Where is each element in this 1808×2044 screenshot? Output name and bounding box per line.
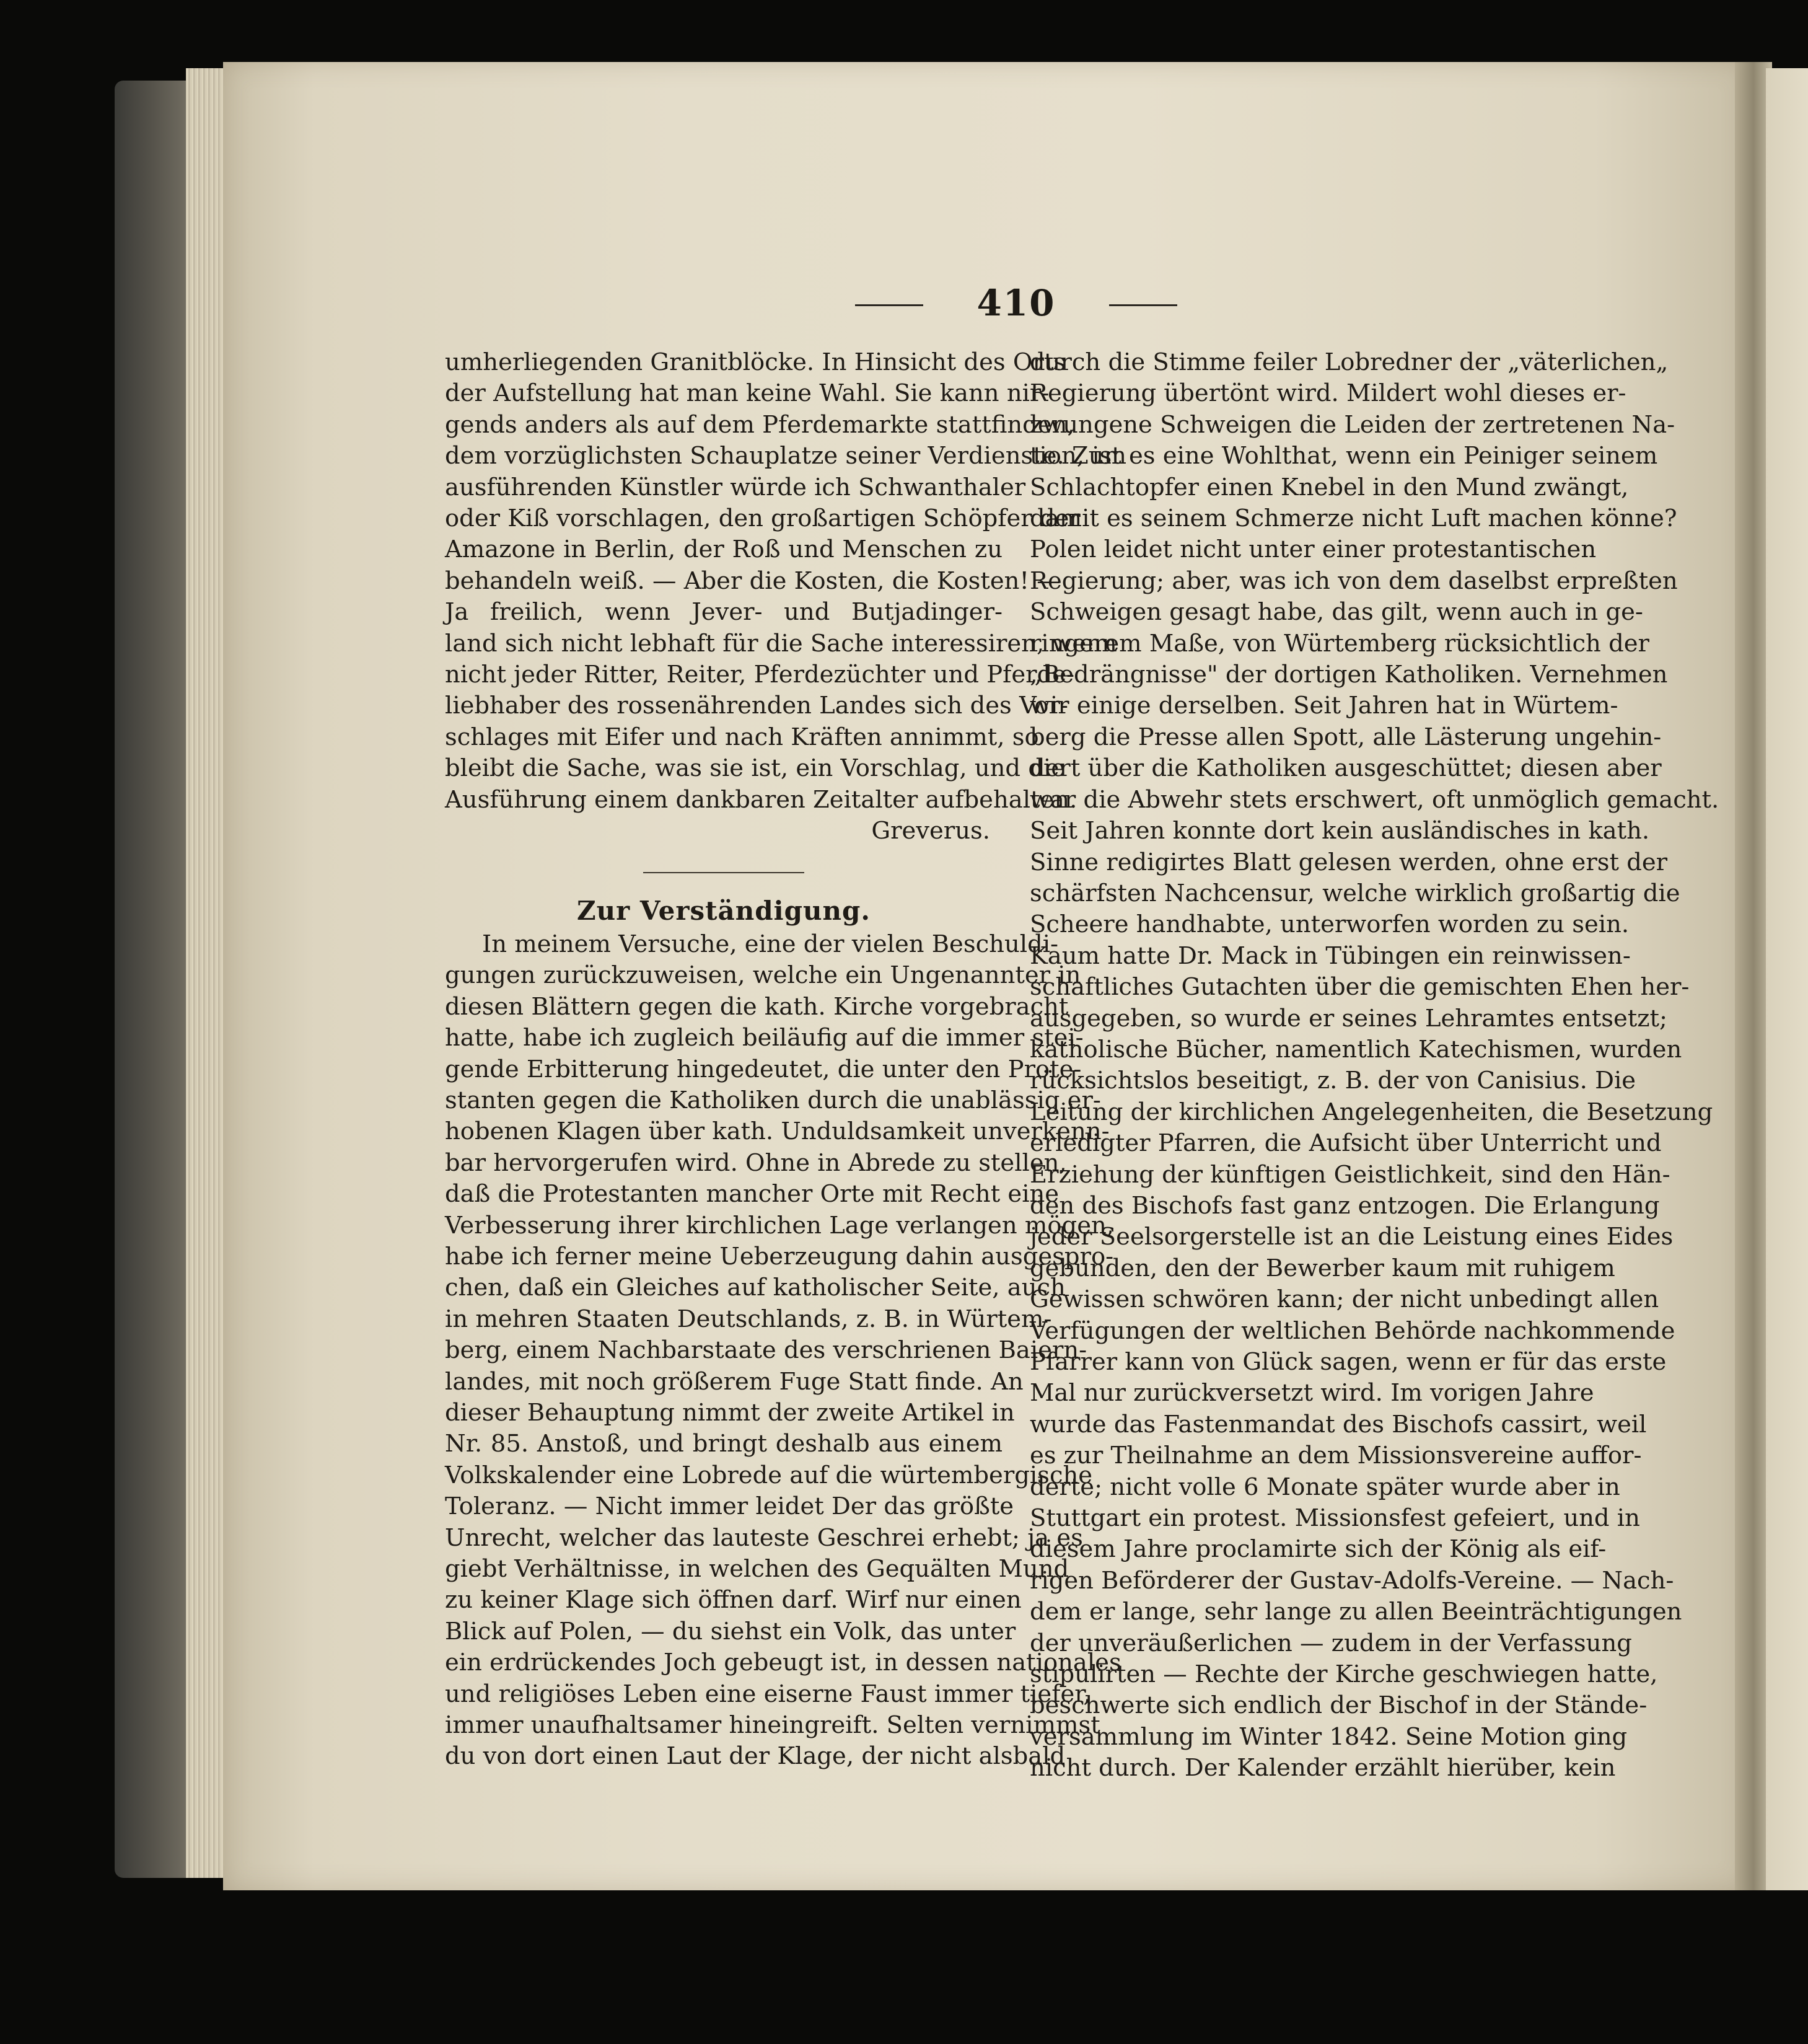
author-signature: Greverus. xyxy=(871,817,990,845)
text-line: dieser Behauptung nimmt der zweite Artikel in xyxy=(445,1399,1015,1427)
text-line: katholische Bücher, namentlich Katechismen, wurden xyxy=(1030,1035,1682,1064)
text-line: immer unaufhaltsamer hineingreift. Selten vernimmst xyxy=(445,1711,1100,1740)
text-line: stipulirten — Rechte der Kirche geschwiegen hatte, xyxy=(1030,1660,1658,1689)
text-line: Stuttgart ein protest. Missionsfest gefeiert, und in xyxy=(1030,1504,1640,1533)
text-line: Kaum hatte Dr. Mack in Tübingen ein reinwissen- xyxy=(1030,941,1631,970)
text-line: Seit Jahren konnte dort kein ausländisches in kath. xyxy=(1030,817,1650,845)
text-line: war die Abwehr stets erschwert, oft unmöglich gemacht. xyxy=(1030,785,1719,814)
text-line: berg die Presse allen Spott, alle Lästerung ungehin- xyxy=(1030,723,1662,751)
article-body xyxy=(445,929,1121,1773)
text-line: gende Erbitterung hingedeutet, die unter den Prote- xyxy=(445,1055,1082,1083)
right-column xyxy=(1030,347,1719,1784)
text-line: Regierung; aber, was ich von dem daselbst erpreßten xyxy=(1030,566,1678,595)
text-line: bleibt die Sache, was sie ist, ein Vorschlag, und die xyxy=(445,754,1066,783)
text-line: nicht durch. Der Kalender erzählt hierüber, kein xyxy=(1030,1754,1616,1782)
header-rule-right xyxy=(1109,304,1177,306)
text-line: diesem Jahre proclamirte sich der König als eif- xyxy=(1030,1535,1607,1564)
text-line: ausführenden Künstler würde ich Schwanthaler xyxy=(445,473,1026,501)
text-line: umherliegenden Granitblöcke. In Hinsicht des Orts xyxy=(445,348,1066,376)
text-line: schlages mit Eifer und nach Kräften annimmt, so xyxy=(445,723,1039,751)
text-line: Blick auf Polen, — du siehst ein Volk, das unter xyxy=(445,1617,1016,1645)
text-line: rigen Beförderer der Gustav-Adolfs-Vereine. — Nach- xyxy=(1030,1566,1674,1595)
text-line: nicht jeder Ritter, Reiter, Pferdezüchter und Pferde- xyxy=(445,661,1075,689)
text-line: Amazone in Berlin, der Roß und Menschen zu xyxy=(445,535,1003,564)
text-line: dem vorzüglichsten Schauplatze seiner Verdienste. Zum xyxy=(445,442,1127,470)
text-line: rücksichtslos beseitigt, z. B. der von Canisius. Die xyxy=(1030,1067,1636,1095)
text-line: Toleranz. — Nicht immer leidet Der das größte xyxy=(445,1492,1014,1521)
text-line: chen, daß ein Gleiches auf katholischer Seite, auch xyxy=(445,1274,1066,1302)
section-title: Zur Verständigung. xyxy=(576,895,871,926)
text-line: bar hervorgerufen wird. Ohne in Abrede zu stellen, xyxy=(445,1148,1067,1177)
text-line: daß die Protestanten mancher Orte mit Recht eine xyxy=(445,1180,1060,1209)
text-line: ausgegeben, so wurde er seines Lehramtes entsetzt; xyxy=(1030,1004,1667,1033)
text-line: Erziehung der künftigen Geistlichkeit, sind den Hän- xyxy=(1030,1160,1670,1189)
left-column xyxy=(445,347,1127,1773)
text-line: Pfarrer kann von Glück sagen, wenn er für das erste xyxy=(1030,1348,1667,1376)
text-line: jeder Seelsorgerstelle ist an die Leistung eines Eides xyxy=(1030,1223,1674,1251)
text-line: landes, mit noch größerem Fuge Statt finde. An xyxy=(445,1367,1024,1396)
text-line: der Aufstellung hat man keine Wahl. Sie kann nir- xyxy=(445,379,1050,408)
page-number: 410 xyxy=(976,282,1056,324)
text-line: Verfügungen der weltlichen Behörde nachkommende xyxy=(1030,1316,1675,1345)
text-line: hobenen Klagen über kath. Unduldsamkeit unverkenn- xyxy=(445,1117,1110,1146)
text-line: Ausführung einem dankbaren Zeitalter aufbehalten. xyxy=(445,785,1077,814)
text-line: damit es seinem Schmerze nicht Luft machen könne? xyxy=(1030,504,1677,533)
text-line: ein erdrückendes Joch gebeugt ist, in dessen nationales xyxy=(445,1649,1121,1677)
text-line: „Bedrängnisse" der dortigen Katholiken. Vernehmen xyxy=(1030,661,1668,689)
text-line: schaftliches Gutachten über die gemischten Ehen her- xyxy=(1030,973,1690,1002)
text-line: Scheere handhabte, unterworfen worden zu sein. xyxy=(1030,910,1630,939)
article-body-continued xyxy=(1030,347,1719,1784)
text-line: giebt Verhältnisse, in welchen des Gequälten Mund xyxy=(445,1555,1069,1584)
section-divider xyxy=(643,872,804,873)
text-line: oder Kiß vorschlagen, den großartigen Schöpfer der xyxy=(445,504,1081,533)
text-line: Verbesserung ihrer kirchlichen Lage verlangen mögen, xyxy=(445,1211,1115,1240)
text-line: wir einige derselben. Seit Jahren hat in Würtem- xyxy=(1030,692,1618,720)
text-line: dert über die Katholiken ausgeschüttet; diesen aber xyxy=(1030,754,1662,783)
text-line: versammlung im Winter 1842. Seine Motion ging xyxy=(1030,1722,1628,1751)
text-line: Unrecht, welcher das lauteste Geschrei erhebt; ja es xyxy=(445,1523,1083,1552)
text-line: zwungene Schweigen die Leiden der zertretenen Na- xyxy=(1030,410,1675,439)
text-line: hatte, habe ich zugleich beiläufig auf die immer stei- xyxy=(445,1024,1084,1052)
text-line: wurde das Fastenmandat des Bischofs cassirt, weil xyxy=(1030,1410,1647,1438)
text-line: Nr. 85. Anstoß, und bringt deshalb aus einem xyxy=(445,1430,1003,1458)
text-line: ringerem Maße, von Würtemberg rücksichtlich der xyxy=(1030,629,1649,658)
text-line: der unveräußerlichen — zudem in der Verfassung xyxy=(1030,1629,1632,1657)
text-line: und religiöses Leben eine eiserne Faust immer tiefer, xyxy=(445,1680,1091,1708)
text-line: schärfsten Nachcensur, welche wirklich großartig die xyxy=(1030,879,1680,907)
text-line: stanten gegen die Katholiken durch die unablässig er- xyxy=(445,1086,1101,1114)
text-line: den des Bischofs fast ganz entzogen. Die Erlangung xyxy=(1030,1191,1660,1220)
text-line: berg, einem Nachbarstaate des verschrienen Baiern- xyxy=(445,1336,1087,1365)
article-ending xyxy=(445,347,1127,816)
text-line: Schlachtopfer einen Knebel in den Mund zwängt, xyxy=(1030,473,1629,501)
text-line: erledigter Pfarren, die Aufsicht über Unterricht und xyxy=(1030,1129,1662,1158)
text-line: In meinem Versuche, eine der vielen Beschuldi- xyxy=(482,930,1059,958)
text-line: land sich nicht lebhaft für die Sache interessiren, wenn xyxy=(445,629,1117,658)
text-line: durch die Stimme feiler Lobredner der „väterlichen„ xyxy=(1030,348,1669,376)
text-line: Gewissen schwören kann; der nicht unbedingt allen xyxy=(1030,1285,1659,1314)
text-line: tion, ist es eine Wohlthat, wenn ein Peiniger seinem xyxy=(1030,442,1658,470)
text-line: Schweigen gesagt habe, das gilt, wenn auch in ge- xyxy=(1030,598,1643,627)
text-line: es zur Theilnahme an dem Missionsvereine auffor- xyxy=(1030,1442,1642,1470)
text-line: gebunden, den der Bewerber kaum mit ruhigem xyxy=(1030,1254,1615,1282)
text-line: Mal nur zurückversetzt wird. Im vorigen Jahre xyxy=(1030,1379,1594,1407)
text-line: diesen Blättern gegen die kath. Kirche vorgebracht xyxy=(445,992,1069,1021)
text-line: habe ich ferner meine Ueberzeugung dahin ausgespro- xyxy=(445,1242,1114,1271)
text-line: gends anders als auf dem Pferdemarkte stattfinden, xyxy=(445,410,1075,439)
text-line: du von dort einen Laut der Klage, der nicht alsbald xyxy=(445,1742,1066,1771)
text-line: behandeln weiß. — Aber die Kosten, die Kosten! — xyxy=(445,566,1061,595)
text-line: Ja freilich, wenn Jever- und Butjadinger- xyxy=(445,598,1003,627)
text-line: dem er lange, sehr lange zu allen Beeinträchtigungen xyxy=(1030,1598,1682,1626)
text-line: Regierung übertönt wird. Mildert wohl dieses er- xyxy=(1030,379,1626,408)
text-line: zu keiner Klage sich öffnen darf. Wirf nur einen xyxy=(445,1586,1022,1614)
facing-page-edge xyxy=(1766,68,1808,1890)
text-line: derte; nicht volle 6 Monate später wurde aber in xyxy=(1030,1473,1620,1501)
text-line: liebhaber des rossenährenden Landes sich des Vor- xyxy=(445,692,1068,720)
text-line: beschwerte sich endlich der Bischof in der Stände- xyxy=(1030,1691,1648,1720)
text-line: Sinne redigirtes Blatt gelesen werden, ohne erst der xyxy=(1030,848,1668,876)
text-line: Leitung der kirchlichen Angelegenheiten, die Besetzung xyxy=(1030,1098,1713,1126)
page-header xyxy=(855,282,1177,325)
text-line: in mehren Staaten Deutschlands, z. B. in Würtem- xyxy=(445,1305,1052,1333)
text-line: Polen leidet nicht unter einer protestantischen xyxy=(1030,535,1597,564)
text-line: gungen zurückzuweisen, welche ein Ungenannter in xyxy=(445,961,1081,990)
text-line: Volkskalender eine Lobrede auf die würtembergische xyxy=(445,1461,1093,1489)
